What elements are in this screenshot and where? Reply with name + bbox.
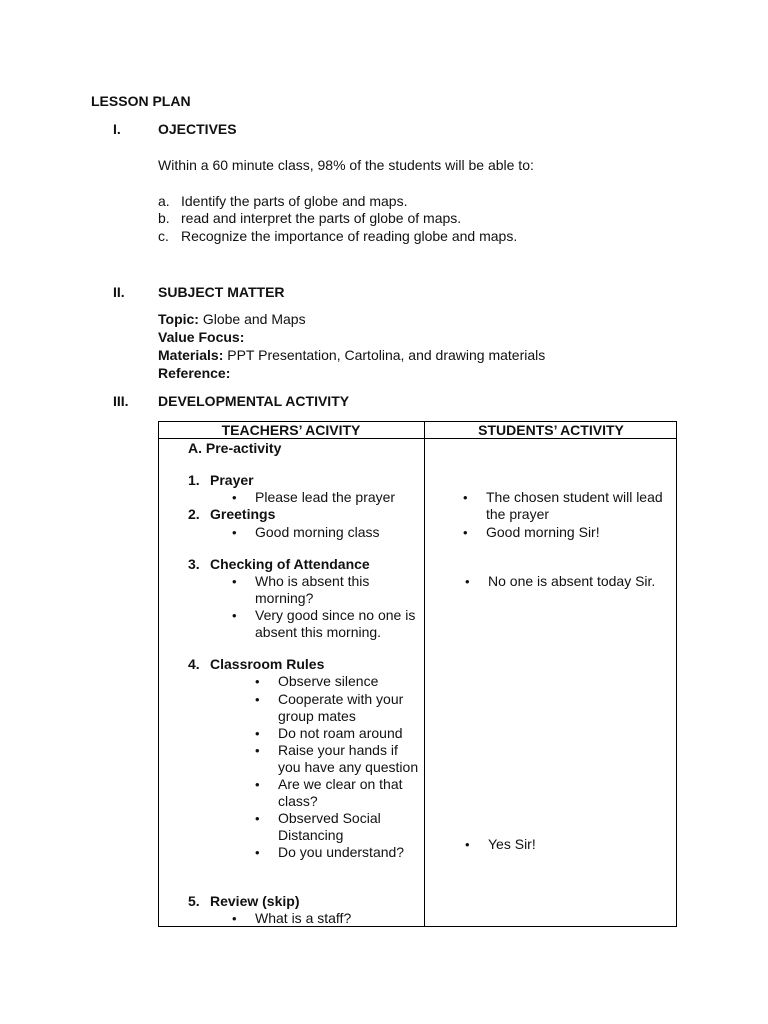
bullet: • (255, 777, 260, 792)
rule-line: Observe silence (278, 673, 379, 689)
bullet: • (232, 574, 237, 589)
section-1-number: I. (113, 121, 121, 137)
bullet: • (255, 726, 260, 741)
rule-line: group mates (278, 708, 356, 724)
greetings-heading: Greetings (210, 506, 276, 522)
bullet: • (232, 608, 237, 623)
rule-line: Do you understand? (278, 844, 405, 860)
value-focus-label: Value Focus: (158, 329, 245, 345)
objective-item-c: Recognize the importance of reading globe and maps. (181, 228, 518, 244)
rule-line: Observed Social (278, 810, 381, 826)
objectives-intro: Within a 60 minute class, 98% of the students will be able to: (158, 157, 534, 173)
attendance-bullet-line: Who is absent this (255, 573, 370, 589)
objective-marker-b: b. (158, 210, 170, 226)
prayer-heading: Prayer (210, 472, 254, 488)
greetings-bullet-text: Good morning class (255, 524, 380, 540)
review-bullet-text: What is a staff? (255, 910, 352, 926)
section-3-heading: DEVELOPMENTAL ACTIVITY (158, 393, 350, 409)
review-heading: Review (skip) (210, 893, 300, 909)
topic-value: Globe and Maps (198, 311, 306, 327)
teachers-activity-header: TEACHERS’ ACIVITY (221, 422, 361, 438)
bullet: • (232, 490, 237, 505)
student-response-line: The chosen student will lead (486, 489, 663, 505)
bullet: • (232, 525, 237, 540)
rule-line: you have any question (278, 759, 419, 775)
bullet: • (255, 692, 260, 707)
item-number-3: 3. (188, 556, 200, 572)
bullet: • (465, 574, 470, 589)
bullet: • (463, 525, 468, 540)
bullet: • (232, 911, 237, 926)
rule-line: class? (278, 793, 318, 809)
rule-line: Are we clear on that (278, 776, 403, 792)
objective-marker-c: c. (158, 228, 169, 244)
pre-activity-heading: A. Pre-activity (188, 440, 282, 456)
section-3-number: III. (113, 393, 129, 409)
objective-marker-a: a. (158, 193, 170, 209)
item-number-1: 1. (188, 472, 200, 488)
student-response-line: Yes Sir! (488, 836, 536, 852)
objective-item-a: Identify the parts of globe and maps. (181, 193, 408, 209)
topic-label: Topic: (158, 311, 199, 327)
topic-line (158, 311, 306, 328)
attendance-bullet-line: Very good since no one is (255, 607, 416, 623)
bullet: • (255, 845, 260, 860)
section-2-heading: SUBJECT MATTER (158, 284, 285, 300)
student-response-line: Good morning Sir! (486, 524, 600, 540)
rule-line: Raise your hands if (278, 742, 398, 758)
item-number-2: 2. (188, 506, 200, 522)
bullet: • (255, 743, 260, 758)
section-2-number: II. (113, 284, 125, 300)
table-column-divider (424, 421, 425, 927)
bullet: • (255, 674, 260, 689)
materials-value: PPT Presentation, Cartolina, and drawing materials (223, 347, 546, 363)
student-response-line: No one is absent today Sir. (488, 573, 656, 589)
prayer-bullet-text: Please lead the prayer (255, 489, 396, 505)
student-response-line: the prayer (486, 506, 550, 522)
bullet: • (463, 490, 468, 505)
bullet: • (465, 837, 470, 852)
students-activity-header: STUDENTS’ ACTIVITY (478, 422, 624, 438)
attendance-heading: Checking of Attendance (210, 556, 370, 572)
reference-label: Reference: (158, 365, 231, 381)
item-number-4: 4. (188, 656, 200, 672)
attendance-bullet-line: absent this morning. (255, 624, 382, 640)
rule-line: Cooperate with your (278, 691, 404, 707)
section-1-heading: OJECTIVES (158, 121, 237, 137)
rule-line: Do not roam around (278, 725, 403, 741)
classroom-rules-heading: Classroom Rules (210, 656, 325, 672)
objective-item-b: read and interpret the parts of globe of maps. (181, 210, 462, 226)
materials-line (158, 347, 545, 364)
rule-line: Distancing (278, 827, 344, 843)
materials-label: Materials: (158, 347, 224, 363)
document-title: LESSON PLAN (91, 93, 191, 109)
bullet: • (255, 811, 260, 826)
item-number-5: 5. (188, 893, 200, 909)
attendance-bullet-line: morning? (255, 590, 314, 606)
